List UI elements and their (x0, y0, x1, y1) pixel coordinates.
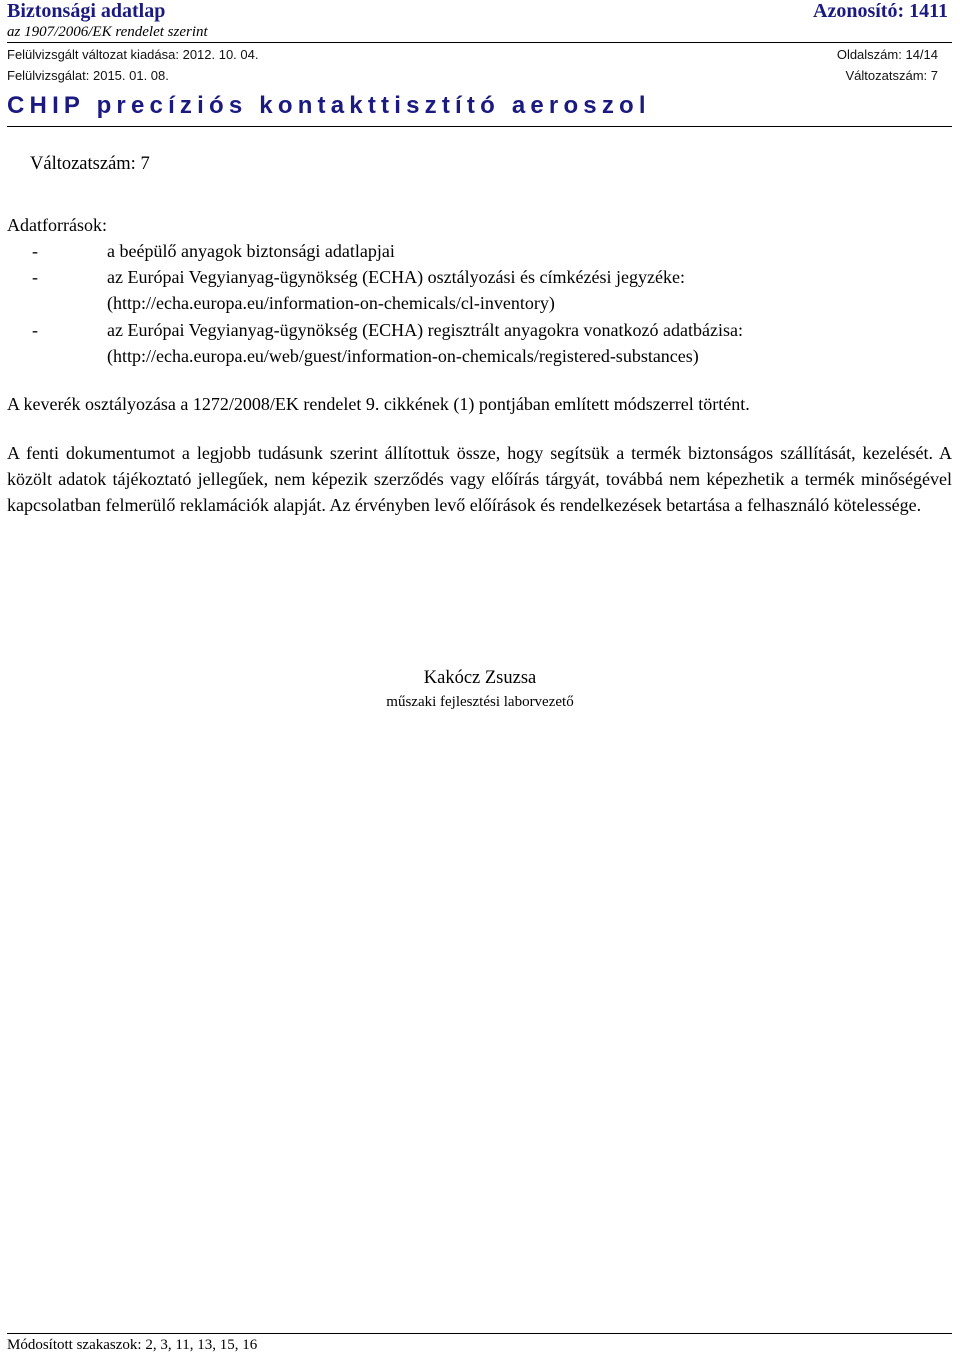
document-title: Biztonsági adatlap (7, 0, 166, 22)
product-name: CHIP precíziós kontakttisztító aeroszol (7, 92, 651, 119)
sources-label: Adatforrások: (7, 215, 107, 235)
header-version-number: Változatszám: 7 (845, 68, 938, 83)
page-number: Oldalszám: 14/14 (836, 47, 938, 62)
header-bottom-divider (7, 126, 952, 127)
revised-issue-date: Felülvizsgált változat kiadása: 2012. 10. 04. (7, 47, 259, 62)
source-item: a beépülő anyagok biztonsági adatlapjai (107, 241, 395, 261)
header-divider (7, 42, 952, 43)
source-item: az Európai Vegyianyag-ügynökség (ECHA) regisztrált anyagokra vonatkozó adatbázisa: (107, 320, 743, 340)
source-bullet: - (32, 267, 38, 287)
modified-sections: Módosított szakaszok: 2, 3, 11, 13, 15, 16 (7, 1337, 258, 1353)
classification-statement: A keverék osztályozása a 1272/2008/EK rendelet 9. cikkének (1) pontjában említett módszerrel történt. (7, 394, 750, 414)
document-identifier: Azonosító: 1411 (813, 0, 948, 22)
review-date: Felülvizsgálat: 2015. 01. 08. (7, 68, 169, 83)
source-item: az Európai Vegyianyag-ügynökség (ECHA) osztályozási és címkézési jegyzéke: (107, 267, 685, 287)
signatory-role: műszaki fejlesztési laborvezető (386, 694, 574, 710)
footer-divider (7, 1333, 952, 1334)
source-bullet: - (32, 320, 38, 340)
signatory-name: Kakócz Zsuzsa (423, 668, 537, 688)
source-bullet: - (32, 241, 38, 261)
regulation-reference: az 1907/2006/EK rendelet szerint (7, 24, 208, 40)
source-link: (http://echa.europa.eu/web/guest/information-on-chemicals/registered-substances) (107, 346, 699, 366)
disclaimer-paragraph: A fenti dokumentumot a legjobb tudásunk szerint állítottuk össze, hogy segítsük a termék biztonságos szállítását, kezelését. A közölt adatok tájékoztató jellegűek, nem képezik szerződés vagy előírás tárgyát, továbbá nem képezhetik a termék minőségével kapcsolatban felmerülő reklamációk alapját. Az érvényben levő előírások és rendelkezések betartása a felhasználó kötelessége. (7, 443, 952, 515)
version-number: Változatszám: 7 (30, 154, 150, 174)
source-link: (http://echa.europa.eu/information-on-chemicals/cl-inventory) (107, 293, 555, 313)
